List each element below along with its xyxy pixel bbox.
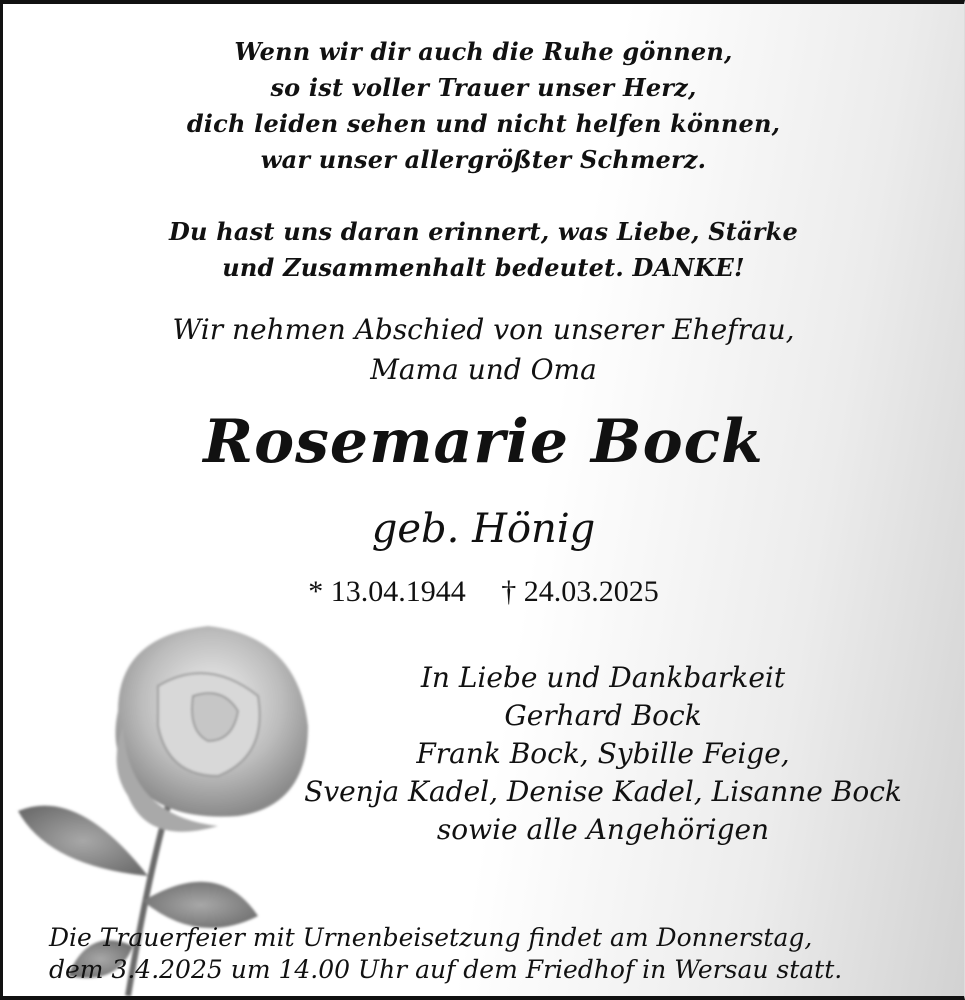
birth-date: * 13.04.1944	[308, 575, 466, 608]
maiden-name: geb. Hönig	[371, 506, 596, 552]
family-line: Gerhard Bock	[504, 699, 702, 732]
intro-line: Wir nehmen Abschied von unserer Ehefrau,	[172, 313, 795, 346]
poem-line: Du hast uns daran erinnert, was Liebe, Stärke	[169, 217, 798, 246]
death-date: † 24.03.2025	[501, 575, 659, 608]
family-line: Frank Bock, Sybille Feige,	[416, 737, 790, 770]
poem-line: war unser allergrößter Schmerz.	[260, 145, 707, 174]
funeral-info-line: Die Trauerfeier mit Urnenbeisetzung findet am Donnerstag,	[49, 923, 813, 952]
poem-line: dich leiden sehen und nicht helfen können,	[186, 109, 781, 138]
funeral-info	[49, 922, 842, 986]
family-line: Svenja Kadel, Denise Kadel, Lisanne Bock	[304, 775, 902, 808]
poem	[3, 34, 964, 286]
funeral-info-line: dem 3.4.2025 um 14.00 Uhr auf dem Friedhof in Wersau statt.	[49, 955, 843, 984]
intro-text	[3, 310, 964, 390]
poem-line: so ist voller Trauer unser Herz,	[270, 73, 697, 102]
intro-line: Mama und Oma	[370, 353, 597, 386]
life-dates	[3, 572, 964, 612]
family-line: sowie alle Angehörigen	[436, 813, 770, 846]
family-signatures	[253, 659, 953, 849]
deceased-name: Rosemarie Bock	[203, 407, 764, 477]
poem-line: und Zusammenhalt bedeutet. DANKE!	[222, 253, 745, 282]
poem-line: Wenn wir dir auch die Ruhe gönnen,	[234, 37, 733, 66]
family-line: In Liebe und Dankbarkeit	[420, 661, 786, 694]
